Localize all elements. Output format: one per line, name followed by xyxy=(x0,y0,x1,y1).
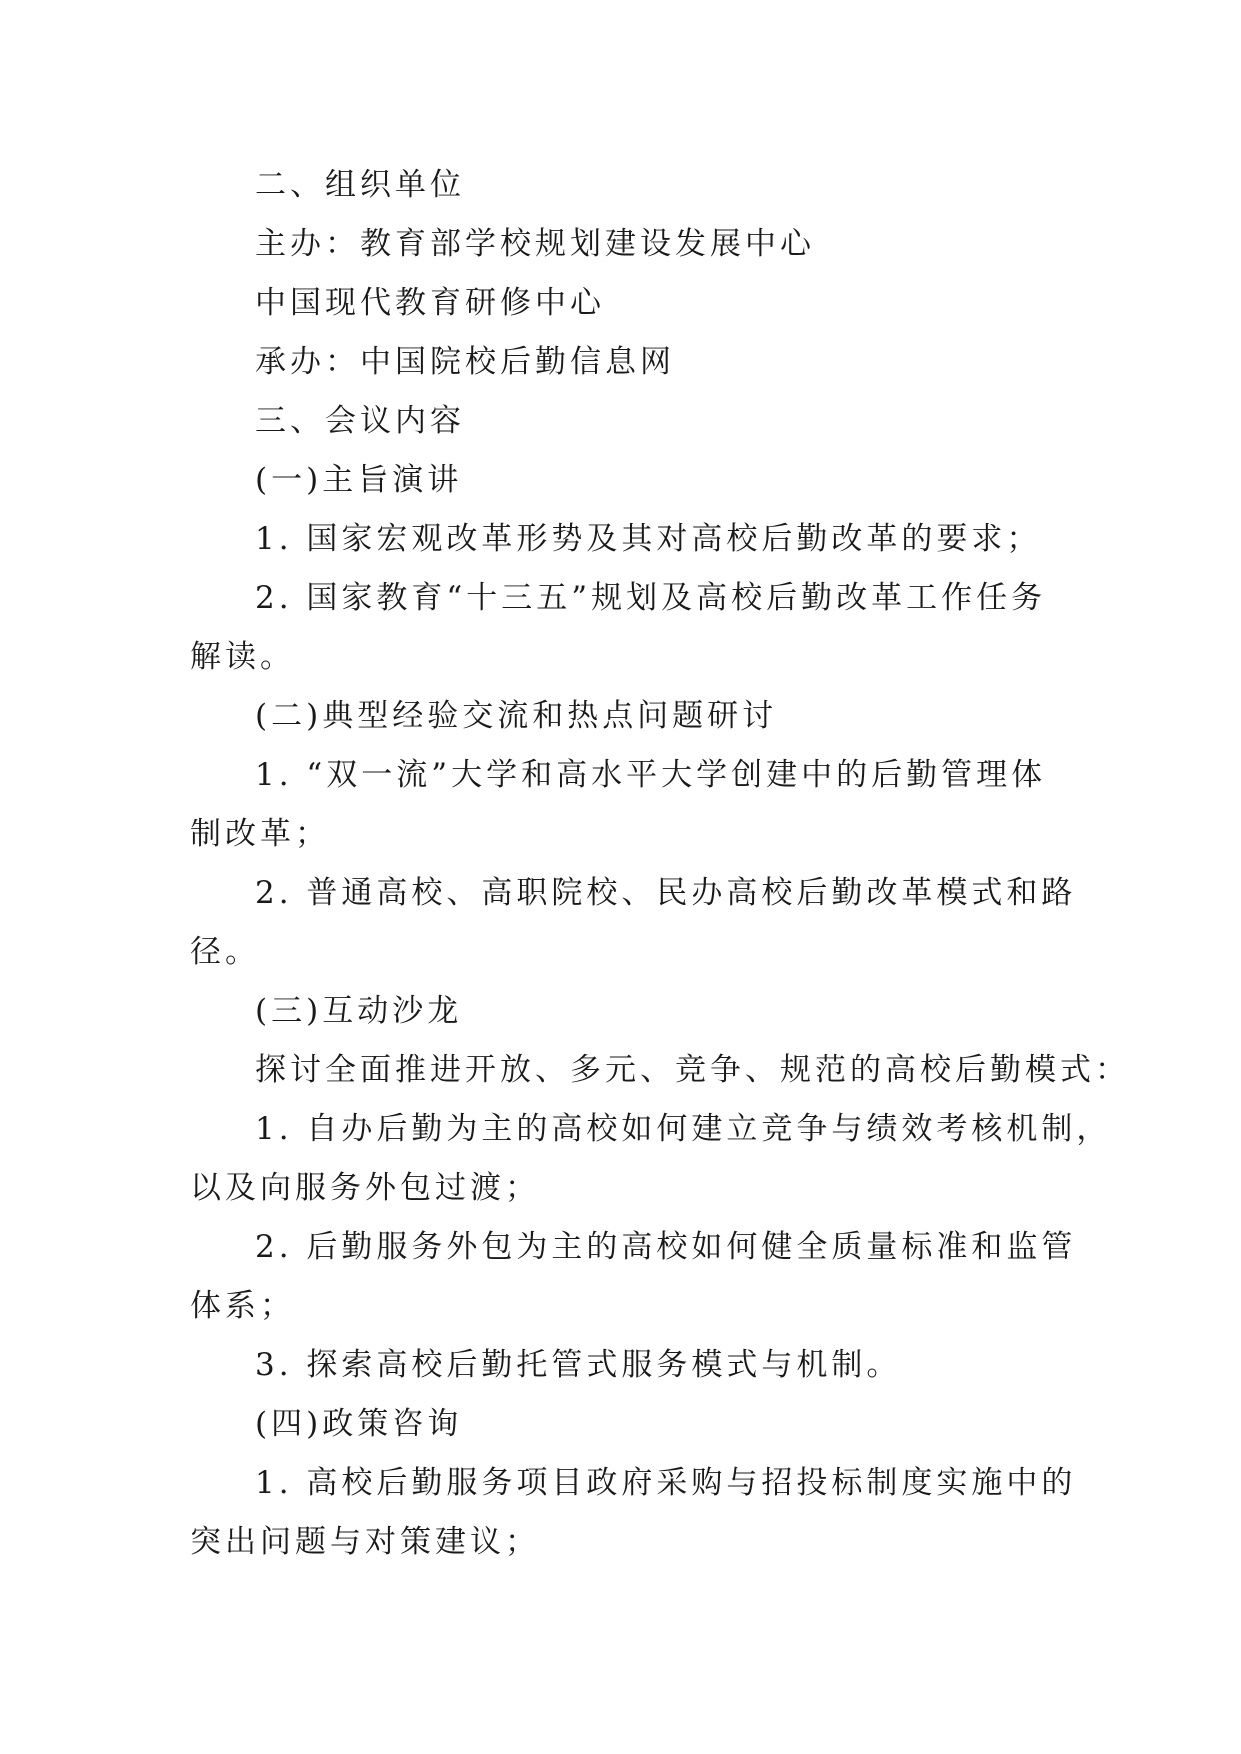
list-item: 2. 国家教育“十三五”规划及高校后勤改革工作任务 xyxy=(255,580,1047,616)
document-body xyxy=(190,156,1130,1572)
subheading-keynote: (一)主旨演讲 xyxy=(255,462,463,498)
subheading-experience-exchange: (二)典型经验交流和热点问题研讨 xyxy=(255,698,778,734)
section-heading-organizers: 二、组织单位 xyxy=(255,167,465,203)
organizer-line: 承办：中国院校后勤信息网 xyxy=(255,344,675,380)
paragraph: 探讨全面推进开放、多元、竞争、规范的高校后勤模式： xyxy=(255,1052,1130,1088)
list-item: 3. 探索高校后勤托管式服务模式与机制。 xyxy=(255,1347,902,1383)
section-heading-content: 三、会议内容 xyxy=(255,403,465,439)
list-item-continuation: 径。 xyxy=(190,934,260,970)
co-host-line: 中国现代教育研修中心 xyxy=(255,285,605,321)
subheading-policy-consulting: (四)政策咨询 xyxy=(255,1406,463,1442)
subheading-salon: (三)互动沙龙 xyxy=(255,993,463,1029)
list-item-continuation: 制改革； xyxy=(190,816,330,852)
list-item: 1. “双一流”大学和高水平大学创建中的后勤管理体 xyxy=(255,757,1047,793)
list-item-continuation: 解读。 xyxy=(190,639,295,675)
list-item-continuation: 突出问题与对策建议； xyxy=(190,1524,540,1560)
host-line: 主办：教育部学校规划建设发展中心 xyxy=(255,226,815,262)
list-item: 1. 国家宏观改革形势及其对高校后勤改革的要求； xyxy=(255,521,1042,557)
list-item-continuation: 以及向服务外包过渡； xyxy=(190,1170,540,1206)
list-item: 1. 高校后勤服务项目政府采购与招投标制度实施中的 xyxy=(255,1465,1077,1501)
list-item: 1. 自办后勤为主的高校如何建立竞争与绩效考核机制， xyxy=(255,1111,1112,1147)
list-item: 2. 普通高校、高职院校、民办高校后勤改革模式和路 xyxy=(255,875,1077,911)
list-item: 2. 后勤服务外包为主的高校如何健全质量标准和监管 xyxy=(255,1229,1077,1265)
list-item-continuation: 体系； xyxy=(190,1288,295,1324)
